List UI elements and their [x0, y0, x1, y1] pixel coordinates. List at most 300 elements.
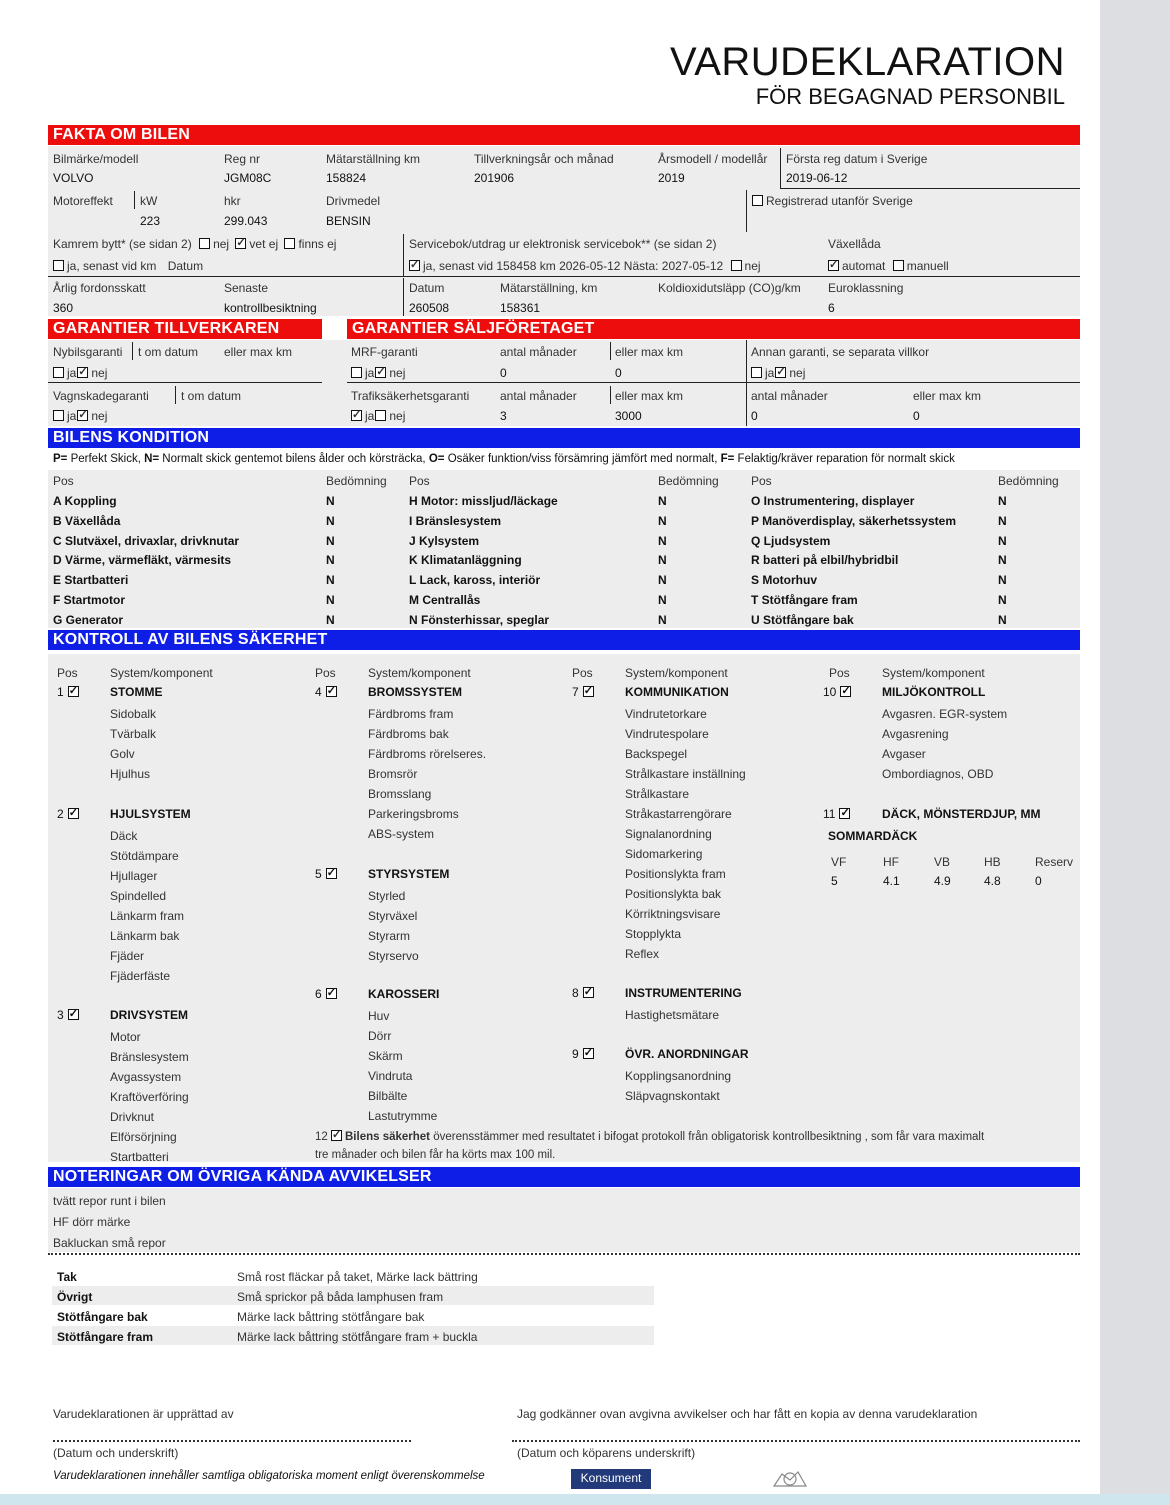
euroklass-value: 6 — [828, 301, 835, 315]
nybilsgaranti-label: Nybilsgaranti — [53, 345, 123, 359]
kontroll-item: Motor — [110, 1030, 141, 1044]
datum-kopare-label: (Datum och köparens underskrift) — [517, 1446, 696, 1460]
kontroll-group-title: DÄCK, MÖNSTERDJUP, MM — [882, 807, 1041, 821]
kontroll-group-num: 9 — [572, 1047, 579, 1061]
kontroll-item: Fjäderfäste — [110, 969, 171, 983]
kontroll-item: Strålkastare — [625, 787, 690, 801]
service-nej-checkbox[interactable] — [731, 260, 742, 271]
kontroll-group-checkbox[interactable] — [326, 686, 337, 697]
note-line: HF dörr märke — [53, 1215, 131, 1229]
utanfor-checkbox[interactable] — [752, 195, 763, 206]
annan-km-value: 0 — [913, 409, 920, 423]
kamrem-ja-row — [53, 259, 203, 273]
kontroll-item: Styrarm — [368, 929, 410, 943]
kontroll-item: Stråkastarrengörare — [625, 807, 732, 821]
fordonsskatt-label: Årlig fordonsskatt — [53, 281, 146, 295]
kondition-item: D Värme, värmefläkt, värmesits — [53, 553, 232, 568]
hkr-label: hkr — [224, 194, 241, 208]
kontroll-item: Drivknut — [110, 1110, 155, 1124]
mrf-manader-value: 0 — [500, 366, 507, 380]
viewer-scroll-area — [1100, 0, 1170, 1505]
kontroll-system-header: System/komponent — [368, 666, 471, 680]
forsta-reg-value: 2019-06-12 — [786, 171, 848, 185]
kontroll-group-checkbox[interactable] — [840, 686, 851, 697]
kamrem-ja-label: ja, senast vid km — [67, 259, 157, 273]
section-kondition: BILENS KONDITION — [48, 428, 1080, 448]
page-title: VARUDEKLARATION — [670, 40, 1065, 84]
kondition-grade: N — [326, 612, 335, 627]
kontroll-item: ABS-system — [368, 827, 435, 841]
kontroll-item: Parkeringsbroms — [368, 807, 459, 821]
kondition-item: H Motor: missljud/läckage — [409, 494, 558, 508]
kw-value: 223 — [140, 214, 161, 228]
motoreffekt-label: Motoreffekt — [53, 194, 113, 208]
vaxellada-row — [828, 259, 949, 273]
kondition-item: S Motorhuv — [751, 573, 817, 588]
tyre-value: 0 — [1035, 874, 1042, 888]
kontroll-item: Sidomarkering — [625, 847, 703, 861]
kondition-grade: N — [326, 593, 335, 607]
kontroll-group-title: BROMSSYSTEM — [368, 685, 463, 699]
sommardack-title: SOMMARDÄCK — [828, 829, 918, 843]
senaste-value: kontrollbesiktning — [224, 301, 317, 315]
kontroll-group-checkbox[interactable] — [68, 808, 79, 819]
legend-o-text: Osäker funktion/viss försämring jämfört med normalt, — [444, 453, 721, 465]
trafik-km-value: 3000 — [615, 409, 642, 423]
kw-label: kW — [140, 194, 158, 208]
kontroll-system-header: System/komponent — [882, 666, 985, 680]
divider — [746, 190, 747, 232]
kontroll-item: Körriktningsvisare — [625, 907, 721, 921]
legend-p-key: P= — [53, 453, 68, 465]
kond-bedomning-header: Bedömning — [998, 474, 1059, 488]
kontroll-item: Stopplykta — [625, 927, 682, 941]
divider — [48, 382, 322, 383]
note-row-text: Små rost fläckar på taket, Märke lack bättring — [237, 1270, 478, 1284]
section-kontroll: KONTROLL AV BILENS SÄKERHET — [48, 630, 1080, 650]
bilmarke-value: VOLVO — [53, 171, 94, 185]
kontroll-group-num: 10 — [823, 685, 837, 699]
mrf-km-label: eller max km — [615, 345, 684, 359]
kondition-grade: N — [658, 513, 667, 528]
kontroll-item: Kraftöverföring — [110, 1090, 189, 1104]
kontroll-system-header: System/komponent — [625, 666, 728, 680]
annan-ja-checkbox[interactable] — [751, 367, 762, 378]
signature-line-seller[interactable] — [53, 1440, 411, 1442]
vaxellada-label: Växellåda — [828, 237, 881, 251]
kamrem-nej-label: nej — [213, 237, 230, 251]
kondition-grade: N — [998, 573, 1007, 588]
note-row-label: Tak — [57, 1270, 77, 1284]
kamrem-finnsej-label: finns ej — [298, 237, 337, 251]
kontroll-group-num: 7 — [572, 685, 579, 699]
nej-label: nej — [91, 366, 108, 380]
kontroll-item: Färdbroms rörelseres. — [368, 747, 487, 761]
kondition-item: F Startmotor — [53, 593, 125, 607]
note-row-label: Stötfångare bak — [57, 1310, 148, 1324]
kondition-grade: N — [998, 513, 1007, 528]
kontroll-item: Avgassystem — [110, 1070, 182, 1084]
note-row-text: Märke lack båttring stötfångare fram + buckla — [237, 1330, 478, 1344]
mrf-nej-checkbox[interactable] — [375, 367, 386, 378]
bilmarke-label: Bilmärke/modell — [53, 152, 139, 166]
kontroll-group-title: INSTRUMENTERING — [625, 986, 742, 1000]
utanfor-label: Registrerad utanför Sverige — [766, 194, 913, 208]
service-ja-checkbox[interactable] — [409, 260, 420, 271]
kondition-grade: N — [658, 573, 667, 588]
kontroll-item: Positionslykta fram — [625, 867, 726, 881]
kondition-grade: N — [326, 553, 335, 568]
kondition-item: R batteri på elbil/hybridbil — [751, 553, 899, 568]
kondition-item: P Manöverdisplay, säkerhetssystem — [751, 513, 956, 528]
legend-n-text: Normalt skick gentemot bilens ålder och körsträcka, — [159, 453, 429, 465]
kontroll-group-number — [315, 987, 340, 1001]
p12-bold: Bilens säkerhet — [345, 1131, 431, 1143]
kontroll-group-num: 1 — [57, 685, 64, 699]
kontroll-item: Huv — [368, 1009, 390, 1023]
kondition-item: J Kylsystem — [409, 533, 480, 548]
kontroll-group-num: 5 — [315, 867, 322, 881]
divider — [746, 340, 747, 426]
divider — [175, 386, 176, 404]
kamrem-nej-checkbox[interactable] — [199, 238, 210, 249]
kondition-grade: N — [658, 553, 667, 568]
kondition-grade: N — [326, 533, 335, 548]
euroklass-label: Euroklassning — [828, 281, 904, 295]
regnr-value: JGM08C — [224, 171, 272, 185]
kontroll-group-number — [823, 807, 853, 821]
kontroll-system-header: System/komponent — [110, 666, 213, 680]
kontroll-group-checkbox[interactable] — [583, 686, 594, 697]
kondition-item: N Fönsterhissar, speglar — [409, 612, 550, 627]
nej-label: nej — [789, 366, 806, 380]
arsmodell-label: Årsmodell / modellår — [658, 152, 768, 166]
kontroll-pos-header: Pos — [829, 666, 850, 680]
kontroll-item: Golv — [110, 747, 135, 761]
divider — [48, 276, 1080, 277]
kond-pos-header: Pos — [409, 474, 430, 488]
kontroll-item: Fjäder — [110, 949, 145, 963]
kondition-item: L Lack, kaross, interiör — [409, 573, 541, 588]
kontroll-item: Backspegel — [625, 747, 688, 761]
drivmedel-value: BENSIN — [326, 214, 371, 228]
annan-km-label: eller max km — [913, 389, 982, 403]
note-row-text: Små sprickor på båda lamphusen fram — [237, 1290, 444, 1304]
kontroll-group-num: 8 — [572, 986, 579, 1000]
kontroll-item: Färdbroms bak — [368, 727, 449, 741]
kondition-item: C Slutväxel, drivaxlar, drivknutar — [53, 533, 240, 548]
signature-line-buyer[interactable] — [512, 1440, 1080, 1442]
kondition-item: A Koppling — [53, 494, 117, 508]
trafik-manader-value: 3 — [500, 409, 507, 423]
vagn-ja-checkbox[interactable] — [53, 410, 64, 421]
divider — [134, 191, 135, 209]
kontroll-group-title: ÖVR. ANORDNINGAR — [625, 1047, 749, 1061]
p12-text: överensstämmer med resultatet i bifogat protokoll från obligatorisk kontrollbesiktning , som får vara maximalt — [430, 1131, 985, 1143]
kondition-item: Q Ljudsystem — [751, 533, 831, 548]
vagn-tomdatum-label: t om datum — [181, 389, 242, 403]
kontroll-item: Startbatteri — [110, 1150, 169, 1164]
service-nej-label: nej — [744, 259, 761, 273]
ja-label: ja — [365, 409, 375, 423]
divider — [403, 278, 404, 316]
kontroll-item: Skärm — [368, 1049, 403, 1063]
registrerad-utanfor[interactable] — [752, 194, 913, 208]
trafik-ja-checkbox[interactable] — [351, 410, 362, 421]
nybil-tomdatum-label: t om datum — [138, 345, 199, 359]
kontroll-item: Styrservo — [368, 949, 419, 963]
kontroll-pos-header: Pos — [315, 666, 336, 680]
annan-manader-value: 0 — [751, 409, 758, 423]
kondition-item: U Stötfångare bak — [751, 612, 854, 627]
kontroll-group-num: 2 — [57, 807, 64, 821]
note-line: Bakluckan små repor — [53, 1236, 166, 1250]
vaxel-automat-checkbox[interactable] — [828, 260, 839, 271]
mrf-label: MRF-garanti — [351, 345, 418, 359]
kontroll-item: Däck — [110, 829, 138, 843]
kontroll-group-title: HJULSYSTEM — [110, 807, 191, 821]
godkanner-label: Jag godkänner ovan avgivna avvikelser och har fått en kopia av denna varudeklaration — [517, 1407, 978, 1421]
matarstallning-value: 158824 — [326, 171, 367, 185]
kondition-legend — [53, 453, 955, 465]
kondition-grade: N — [658, 612, 667, 627]
kontroll-group-number — [572, 986, 597, 1000]
kontroll-group-checkbox[interactable] — [326, 988, 337, 999]
kontroll-item: Avgasrening — [882, 727, 949, 741]
divider — [403, 234, 404, 276]
kontroll-group-number — [572, 685, 597, 699]
tyre-header: HF — [883, 855, 899, 869]
kontroll-item: Hastighetsmätare — [625, 1008, 720, 1022]
kond-pos-header: Pos — [751, 474, 772, 488]
kontroll-item: Vindrutespolare — [625, 727, 709, 741]
legend-o-key: O= — [428, 453, 445, 465]
vaxel-manuell-checkbox[interactable] — [893, 260, 904, 271]
tillverkning-label: Tillverkningsår och månad — [474, 152, 614, 166]
kontroll-item: Reflex — [625, 947, 660, 961]
p12-checkbox[interactable] — [331, 1130, 342, 1141]
kontroll-item: Stötdämpare — [110, 849, 179, 863]
mrf-ja-checkbox[interactable] — [351, 367, 362, 378]
kondition-grade: N — [658, 494, 667, 508]
mrf-km-value: 0 — [615, 366, 622, 380]
legend-f-text: Felaktig/kräver reparation för normalt skick — [734, 453, 955, 465]
kondition-item: I Bränslesystem — [409, 513, 502, 528]
vagn-janej — [53, 409, 107, 423]
viewer-bottom-bar — [0, 1494, 1170, 1505]
ja-label: ja — [765, 366, 775, 380]
kond-pos-header: Pos — [53, 474, 74, 488]
kontroll-group-title: STYRSYSTEM — [368, 867, 450, 881]
kontroll-item: Kopplingsanordning — [625, 1069, 732, 1083]
vagnskadegaranti-label: Vagnskadegaranti — [53, 389, 149, 403]
legend-f-key: F= — [720, 453, 735, 465]
kontroll-item: Tvärbalk — [110, 727, 157, 741]
section-garantier-saljforetaget: GARANTIER SÄLJFÖRETAGET — [347, 319, 1080, 339]
kondition-grade: N — [998, 494, 1007, 508]
kondition-item: E Startbatteri — [53, 573, 129, 588]
section-fakta: FAKTA OM BILEN — [48, 125, 1080, 145]
kondition-grade: N — [326, 494, 335, 508]
mrf-antal-label: antal månader — [500, 345, 577, 359]
kondition-item: G Generator — [53, 612, 124, 627]
divider — [132, 342, 133, 360]
kondition-grade: N — [658, 533, 667, 548]
p12-number: 12 — [315, 1131, 328, 1143]
noteringar-background — [48, 1188, 1080, 1252]
section-garantier-tillverkaren: GARANTIER TILLVERKAREN — [48, 319, 322, 339]
vaxel-automat-label: automat — [842, 259, 886, 273]
kontroll-group-checkbox[interactable] — [326, 868, 337, 879]
page-subtitle: FÖR BEGAGNAD PERSONBIL — [755, 84, 1065, 109]
kontroll-group-checkbox[interactable] — [839, 808, 850, 819]
seal-logo-icon — [770, 1468, 810, 1488]
divider — [780, 188, 1080, 189]
kamrem-vetej-checkbox[interactable] — [235, 238, 246, 249]
kamrem-label: Kamrem bytt* (se sidan 2) — [53, 237, 192, 251]
annan-antal-label: antal månader — [751, 389, 828, 403]
kontroll-item: Bilbälte — [368, 1089, 408, 1103]
servicebok-label: Servicebok/utdrag ur elektronisk servicebok** (se sidan 2) — [409, 237, 717, 251]
drivmedel-label: Drivmedel — [326, 194, 381, 208]
kamrem-vetej-label: vet ej — [249, 237, 279, 251]
nybil-nej-checkbox[interactable] — [77, 367, 88, 378]
forsta-reg-label: Första reg datum i Sverige — [786, 152, 928, 166]
kontroll-item: Lastutrymme — [368, 1109, 438, 1123]
kamrem-row — [53, 237, 336, 251]
datum-value: 260508 — [409, 301, 450, 315]
tyre-header: VF — [831, 855, 847, 869]
arsmodell-value: 2019 — [658, 171, 685, 185]
kondition-item: T Stötfångare fram — [751, 593, 858, 607]
annan-garanti-label: Annan garanti, se separata villkor — [751, 345, 930, 359]
service-ja-label: ja, senast vid 158458 km 2026-05-12 Nästa: 2027-05-12 — [423, 259, 724, 273]
mrf-janej — [351, 366, 405, 380]
kontroll-group-number — [57, 807, 82, 821]
matarstallning2-value: 158361 — [500, 301, 541, 315]
kontroll-item: Hjullager — [110, 869, 158, 883]
kontroll-item: Styrväxel — [368, 909, 418, 923]
matarstallning2-label: Mätarställning, km — [500, 281, 598, 295]
kontroll-item: Elförsörjning — [110, 1130, 177, 1144]
dotted-divider — [48, 1253, 1080, 1255]
nybil-ellermax-label: eller max km — [224, 345, 293, 359]
kontroll-item: Avgaser — [882, 747, 926, 761]
kontroll-group-num: 3 — [57, 1008, 64, 1022]
kontroll-item: Hjulhus — [110, 767, 151, 781]
kontroll-item: Signalanordning — [625, 827, 712, 841]
kontroll-item: Bromsslang — [368, 787, 432, 801]
note-line: tvätt repor runt i bilen — [53, 1194, 166, 1208]
tyre-value: 4.9 — [934, 874, 951, 888]
kontroll-item: Länkarm fram — [110, 909, 185, 923]
kontroll-pos-header: Pos — [572, 666, 593, 680]
divider — [347, 382, 1080, 383]
kamrem-ja-checkbox[interactable] — [53, 260, 64, 271]
kontroll-item: Avgasren. EGR-system — [882, 707, 1008, 721]
tyre-header: HB — [984, 855, 1001, 869]
hkr-value: 299.043 — [224, 214, 268, 228]
konsument-logo: Konsument — [571, 1469, 651, 1489]
kontroll-group-checkbox[interactable] — [583, 987, 594, 998]
kondition-grade: N — [998, 553, 1007, 568]
tyre-value: 5 — [831, 874, 838, 888]
senaste-label: Senaste — [224, 281, 269, 295]
kondition-grade: N — [326, 573, 335, 588]
kontroll-group-checkbox[interactable] — [68, 686, 79, 697]
kond-bedomning-header: Bedömning — [326, 474, 387, 488]
legend-n-key: N= — [144, 453, 160, 465]
trafikgaranti-label: Trafiksäkerhetsgaranti — [351, 389, 470, 403]
tillverkning-value: 201906 — [474, 171, 515, 185]
kontroll-group-number — [315, 867, 340, 881]
tyre-header: Reserv — [1035, 855, 1074, 869]
kontroll-pos-header: Pos — [57, 666, 78, 680]
nej-label: nej — [389, 409, 406, 423]
servicebok-row — [409, 259, 761, 273]
kontroll-group-checkbox[interactable] — [583, 1048, 594, 1059]
kontroll-group-number — [572, 1047, 597, 1061]
kondition-grade: N — [326, 513, 335, 528]
vagn-nej-checkbox[interactable] — [77, 410, 88, 421]
divider — [610, 342, 611, 360]
kontroll-group-title: DRIVSYSTEM — [110, 1008, 189, 1022]
kontroll-item: Styrled — [368, 889, 406, 903]
tyre-value: 4.1 — [883, 874, 900, 888]
kontroll-group-number — [823, 685, 854, 699]
nybil-janej — [53, 366, 107, 380]
kontroll-item: Sidobalk — [110, 707, 157, 721]
datum-underskrift-label: (Datum och underskrift) — [53, 1446, 179, 1460]
note-row-label: Övrigt — [57, 1290, 93, 1304]
trafik-nej-checkbox[interactable] — [375, 410, 386, 421]
kontroll-item: Strålkastare inställning — [625, 767, 746, 781]
matarstallning-label: Mätarställning km — [326, 152, 421, 166]
ja-label: ja — [67, 409, 77, 423]
tyre-value: 4.8 — [984, 874, 1001, 888]
kontroll-item: Vindruta — [368, 1069, 413, 1083]
p12-text2: tre månader och bilen får ha körts max 100 mil. — [315, 1149, 556, 1161]
kontroll-item: Bränslesystem — [110, 1050, 189, 1064]
trafik-antal-label: antal månader — [500, 389, 577, 403]
kondition-item: M Centrallås — [409, 593, 481, 607]
annan-nej-checkbox[interactable] — [775, 367, 786, 378]
kontroll-item: Färdbroms fram — [368, 707, 454, 721]
kondition-grade: N — [998, 533, 1007, 548]
p12-row — [315, 1130, 984, 1143]
kontroll-item: Dörr — [368, 1029, 392, 1043]
tyre-header: VB — [934, 855, 951, 869]
kontroll-item: Bromsrör — [368, 767, 418, 781]
disclaimer-text: Varudeklarationen innehåller samtliga obligatoriska moment enligt överenskommelse — [53, 1470, 485, 1482]
kontroll-item: Släpvagnskontakt — [625, 1089, 720, 1103]
kamrem-finnsej-checkbox[interactable] — [284, 238, 295, 249]
kamrem-datum-label: Datum — [167, 259, 204, 273]
nybil-ja-checkbox[interactable] — [53, 367, 64, 378]
kontroll-group-num: 11 — [823, 807, 836, 821]
kontroll-group-checkbox[interactable] — [68, 1009, 79, 1020]
divider — [610, 386, 611, 404]
trafik-km-label: eller max km — [615, 389, 684, 403]
regnr-label: Reg nr — [224, 152, 261, 166]
vaxel-manuell-label: manuell — [906, 259, 949, 273]
kontroll-item: Länkarm bak — [110, 929, 180, 943]
fordonsskatt-value: 360 — [53, 301, 74, 315]
legend-p-text: Perfekt Skick, — [67, 453, 145, 465]
divider — [780, 148, 781, 188]
kontroll-group-title: KOMMUNIKATION — [625, 685, 729, 699]
kondition-item: O Instrumentering, displayer — [751, 494, 915, 508]
